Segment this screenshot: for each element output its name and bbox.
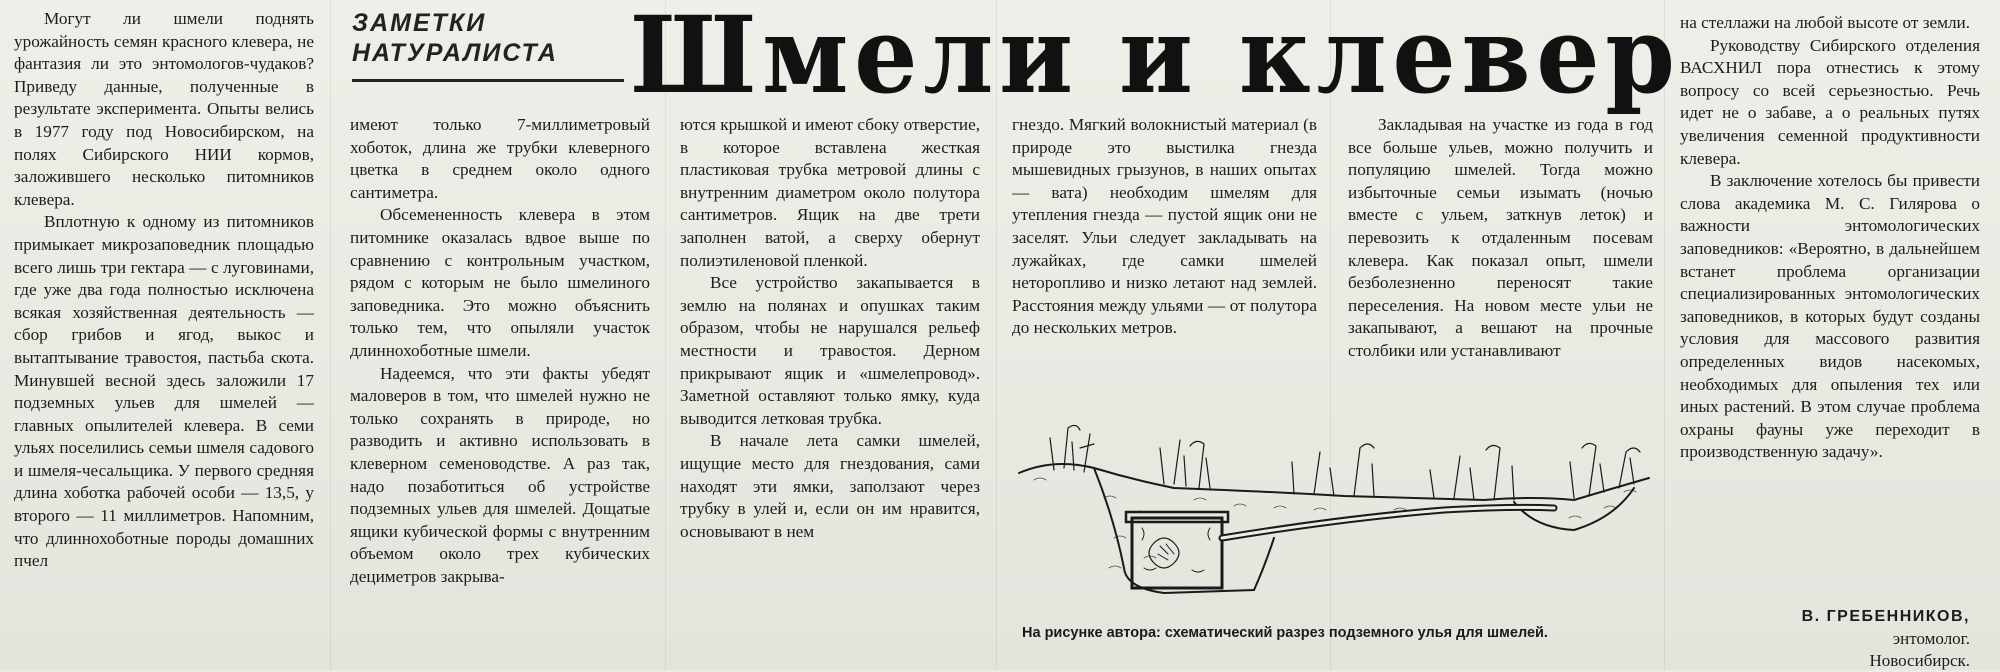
paragraph: Вплотную к одному из питомников примыкает микрозаповедник площадью всего лишь три гектара — с луговинами, где уже два года полностью исключена всякая хозяйственная деятельность — сбор грибов и ягод, выкос и вытаптывание травостоя, пастьба скота. Минувшей весной здесь заложили 17 подземных ульев для шмелей — главных опылителей клевера. В семи ульях поселились семьи шмеля садового и шмеля-чесальщика. У первого средняя длина хоботка рабочей особи — 13,5, у второго — 11 миллиметров. Напомним, что длиннохоботные породы домашних пчел bbox=[14, 212, 314, 571]
paragraph: имеют только 7-миллиметровый хоботок, длина же трубки клеверного цветка в среднем около одного сантиметра. bbox=[350, 115, 650, 202]
paragraph: Закладывая на участке из года в год все больше ульев, можно получить и популяцию шмелей. Тогда можно избыточные семьи изымать (ночью вместе с ульем, заткнув леток) и перевозить к отдаленным посевам клевера. Как показал опыт, шмели безболезненно переносят такие переселения. На новом месте ульи не закапывают, а вешают на прочные столбики или устанавливают bbox=[1348, 115, 1653, 360]
article-column-3 bbox=[680, 114, 980, 670]
paragraph: Могут ли шмели поднять урожайность семян красного клевера, не фантазия ли это энтомологов-чудаков? Приведу данные, полученные в результате эксперимента. Опыты велись в 1977 году под Новосибирском, на полях Сибирского НИИ кормов, заложившего несколько питомников клевера. bbox=[14, 9, 314, 209]
author-name: В. ГРЕБЕННИКОВ, bbox=[1801, 608, 1970, 625]
rubric-line-2: НАТУРАЛИСТА bbox=[352, 39, 558, 67]
paragraph: ются крышкой и имеют сбоку отверстие, в которое вставлена жесткая пластиковая трубка метровой длины с внутренним диаметром около полутора сантиметров. Ящик на две трети заполнен ватой, а сверху обернут полиэтиленовой пленкой. bbox=[680, 115, 980, 270]
article-headline: Шмели и клевер bbox=[630, 0, 1681, 117]
paragraph: В заключение хотелось бы привести слова академика М. С. Гилярова о важности энтомологических заповедников: «Вероятно, в дальнейшем встанет проблема организации специализированных энтомологических заповедников, в которых будут созданы условия для массового развития определенных видов насекомых, необходимых для опыления тех или иных растений. В этом случае проблема охраны фауны уже переходит в производственную задачу». bbox=[1680, 171, 1980, 462]
figure-caption: На рисунке автора: схематический разрез подземного улья для шмелей. bbox=[1022, 625, 1548, 641]
rubric-line-1: ЗАМЕТКИ bbox=[352, 9, 487, 37]
author-title: энтомолог. bbox=[1892, 629, 1970, 648]
paragraph: Руководству Сибирского отделения ВАСХНИЛ пора отнестись к этому вопросу со всей серьезностью. Речь идет не о забаве, а о реальных путях увеличения семенной продуктивности клевера. bbox=[1680, 35, 1980, 168]
paragraph: гнездо. Мягкий волокнистый материал (в природе это выстилка гнезда мышевидных грызунов, в наших опытах — вата) необходим шмелям для утепления гнезда — пустой ящик они не заселят. Ульи следует закладывать на лужайках, где самки шмелей неторопливо и низко летают над землей. Расстояния между ульями — от полутора до нескольких метров. bbox=[1012, 115, 1317, 338]
author-city: Новосибирск. bbox=[1869, 651, 1970, 670]
paragraph: Обсемененность клевера в этом питомнике оказалась вдвое выше по сравнению с контрольным участком, рядом с которым не было шмелиного заповедника. Это можно объяснить только тем, что опыляли участок длиннохоботные шмели. bbox=[350, 205, 650, 360]
article-column-6 bbox=[1680, 12, 1980, 612]
article-column-2 bbox=[350, 114, 650, 670]
paragraph: на стеллажи на любой высоте от земли. bbox=[1680, 13, 1971, 32]
article-column-4 bbox=[1012, 114, 1317, 414]
paragraph: В начале лета самки шмелей, ищущие место для гнездования, сами находят эти ямки, заползают через трубку в улей и, если он им нравится, основывают в нем bbox=[680, 431, 980, 541]
paragraph: Все устройство закапывается в землю на полянах и опушках таким образом, чтобы не нарушался рельеф местности и травостоя. Дерном прикрывают ящик и «шмелепровод». Заметной оставляют только ямку, куда выводится летковая трубка. bbox=[680, 273, 980, 428]
paragraph: Надеемся, что эти факты убедят маловеров в том, что шмелей нужно не только сохранять в природе, но разводить и активно использовать в клеверном семеноводстве. А раз так, надо позаботиться об устройстве подземных ульев для шмелей. Дощатые ящики кубической формы с внутренним объемом около трех кубических дециметров закрыва- bbox=[350, 363, 650, 586]
rubric-underline bbox=[352, 79, 624, 82]
underground-hive-illustration bbox=[1014, 418, 1654, 623]
article-column-1 bbox=[14, 8, 314, 668]
author-signature bbox=[1680, 606, 1970, 672]
article-column-5 bbox=[1348, 114, 1653, 414]
rubric-label bbox=[352, 8, 632, 68]
column-rule bbox=[330, 0, 331, 670]
